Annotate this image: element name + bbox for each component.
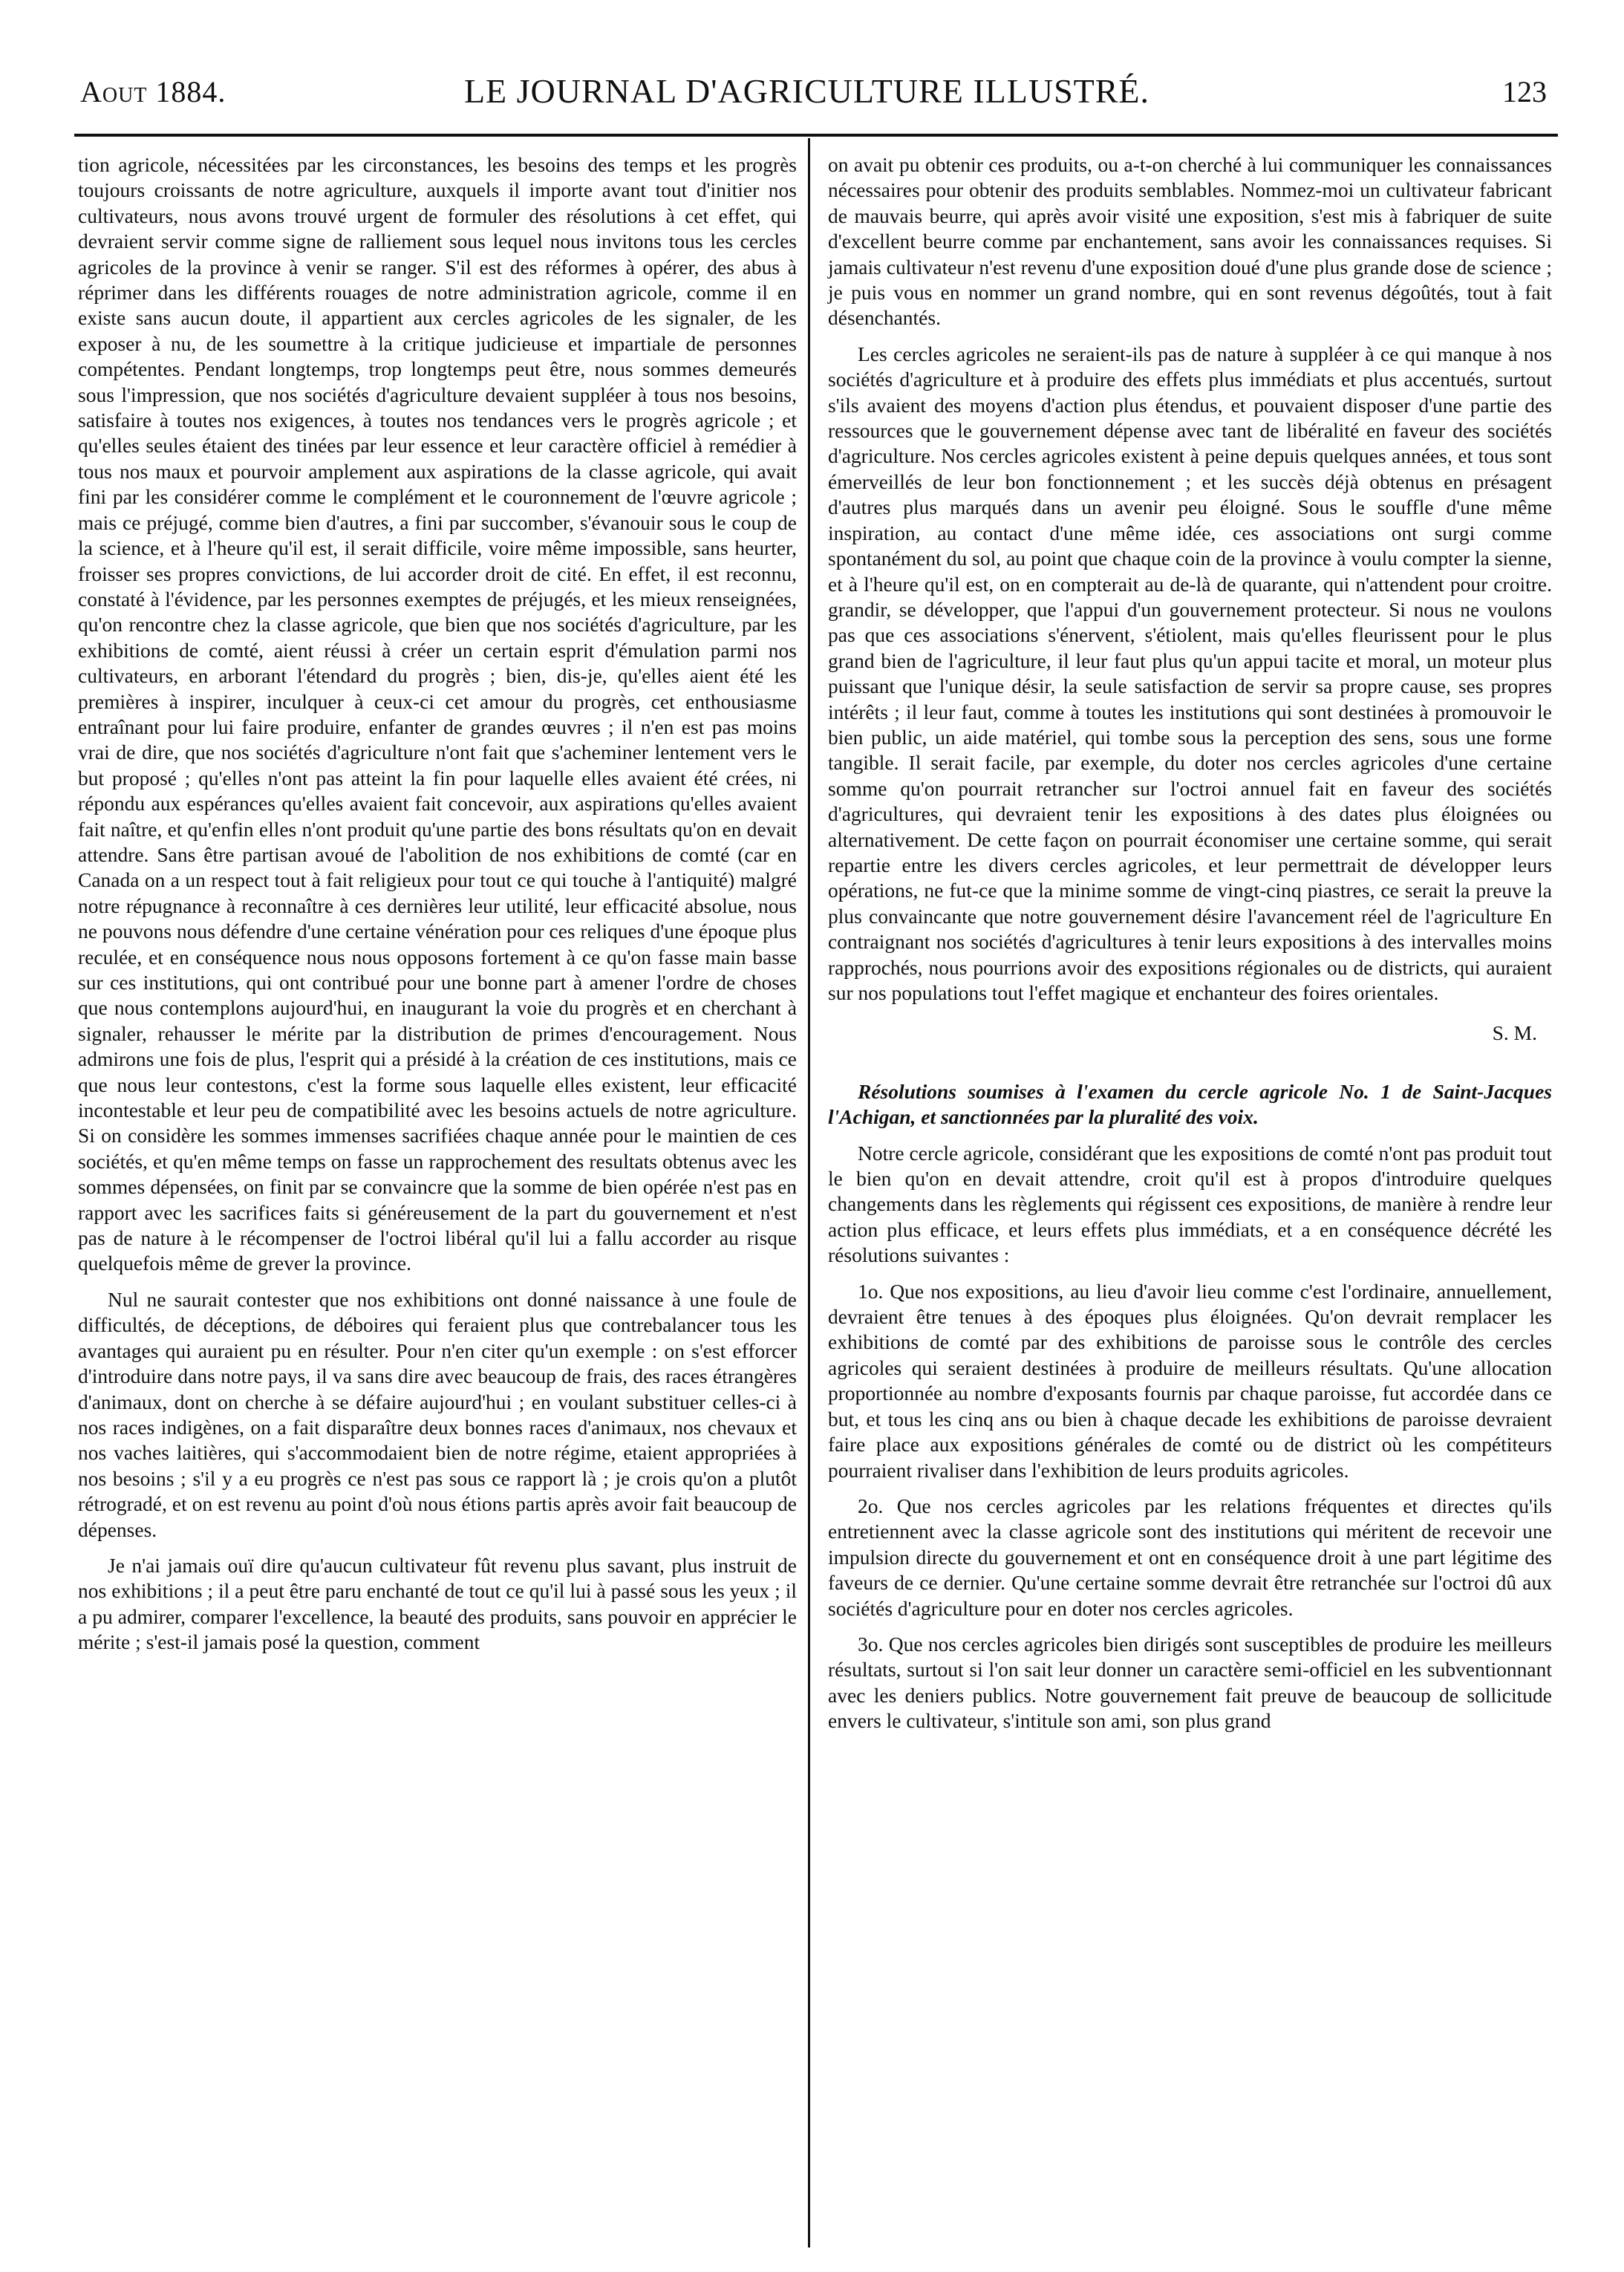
- article-paragraph: Je n'ai jamais ouï dire qu'aucun cultivateur fût revenu plus savant, plus instruit de nos exhibitions ; il a peut être paru enchanté de tout ce qu'il lui à passé sous les yeux ; il a pu admirer, comparer l'excellence, la beauté des produits, sans pouvoir en apprécier le mérite ; s'est-il jamais posé la question, comment: [78, 1553, 797, 1654]
- article-paragraph: tion agricole, nécessitées par les circonstances, les besoins des temps et les progrès toujours croissants de notre agriculture, auxquels il importe avant tout d'initier nos cultivateurs, nous avons trouvé urgent de formuler des résolutions à cet effet, qui devraient servir comme signe de ralliement sous lequel nous invitons tous les cercles agricoles de la province à venir se ranger. S'il est des réformes à opérer, des abus à réprimer dans les différents rouages de notre administration agricole, comme il en existe sans aucun doute, il appartient aux cercles agricoles de les signaler, de les exposer à nu, de les soumettre à la critique judicieuse et impartiale de personnes compétentes. Pendant longtemps, trop longtemps peut être, nous sommes demeurés sous l'impression, que nos sociétés d'agriculture devaient suppléer à tous nos besoins, satisfaire à toutes nos exigences, à toutes nos tendances vers le progrès agricole ; et qu'elles seules étaient des tinées par leur essence et leur caractère officiel à remédier à tous nos maux et pourvoir amplement aux aspirations de la classe agricole, qui avait fini par les considérer comme le complément et le couronnement de l'œuvre agricole ; mais ce préjugé, comme bien d'autres, a fini par succomber, s'évanouir sous le coup de la science, et à l'heure qu'il est, il serait difficile, voire même impossible, sans heurter, froisser ses propres convictions, de lui accorder droit de cité. En effet, il est reconnu, constaté à l'évidence, par les personnes exemptes de préjugés, et les mieux renseignées, qu'on rencontre chez la classe agricole, que bien que nos sociétés d'agriculture, par les exhibitions de comté, aient réussi à créer un certain esprit d'émulation parmi nos cultivateurs, en arborant l'étendard du progrès ; bien, dis-je, qu'elles aient été les premières à inspirer, inculquer à ceux-ci cet amour du progrès, cet enthousiasme entraînant pour lui faire produire, enfanter de grandes œuvres ; il n'en est pas moins vrai de dire, que nos sociétés d'agriculture n'ont fait que s'acheminer lentement vers le but proposé ; qu'elles n'ont pas atteint la fin pour laquelle elles avaient été crées, ni répondu aux espérances qu'elles avaient fait concevoir, aux aspirations qu'elles avaient fait naître, et qu'enfin elles n'ont produit qu'une partie des bons résultats qu'on en devait attendre. Sans être partisan avoué de l'abolition de nos exhibitions de comté (car en Canada on a un respect tout à fait religieux pour tout ce qui touche à l'antiquité) malgré notre répugnance à reconnaître à ces dernières leur utilité, leur efficacité absolue, nous ne pouvons nous défendre d'une certaine vénération pour ces reliques d'une époque plus reculée, et en conséquence nous nous opposons fortement à ce qu'on fasse main basse sur ces institutions, qui ont contribué pour une bonne part à amener l'ordre de choses que nous contemplons aujourd'hui, en inaugurant la voie du progrès et en cherchant à signaler, rehausser le mérite par la distribution de primes d'encouragement. Nous admirons une fois de plus, l'esprit qui a présidé à la création de ces institutions, mais ce que nous leur contestons, c'est la forme sous laquelle elles existent, leur efficacité incontestable et leur peu de compatibilité avec les besoins actuels de notre agriculture. Si on considère les sommes immenses sacrifiées chaque année pour le maintien de ces sociétés, et qu'en même temps on fasse un rapprochement des resultats obtenus avec les sommes dépensées, on finit par se convaincre que la somme de bien opérée n'est pas en rapport avec les sacrifices faits si généreusement de la part du gouvernement et n'est pas de nature à le récompenser de l'octroi libéral qu'il lui a fallu accorder au risque quelquefois même de grever la province.: [78, 153, 797, 1275]
- resolution-paragraph: 3o. Que nos cercles agricoles bien dirigés sont susceptibles de produire les meilleurs résultats, surtout si l'on sait leur donner un caractère semi-officiel en les subventionnant avec les deniers publics. Notre gouvernement fait preuve de beaucoup de sollicitude envers le cultivateur, s'intitule son ami, son plus grand: [828, 1632, 1552, 1733]
- right-column: [828, 152, 1552, 1745]
- page-number: 123: [1502, 75, 1547, 108]
- header-rule: [74, 134, 1558, 137]
- column-divider: [808, 138, 810, 2247]
- resolution-paragraph: 1o. Que nos expositions, au lieu d'avoir lieu comme c'est l'ordinaire, annuellement, devraient être tenues à des époques plus éloignées. Qu'on devrait remplacer les exhibitions de comté par des exhibitions de paroisse sous le contrôle des cercles agricoles qui seraient destinées à produire de meilleurs résultats. Qu'une allocation proportionnée au nombre d'exposants fournis par chaque paroisse, fut accordée dans ce but, et tous les cinq ans ou bien à chaque decade les exhibitions de paroisse devraient faire place aux expositions générales de comté ou de district où les compétiteurs pourraient rivaliser dans l'exhibition de leurs produits agricoles.: [828, 1279, 1552, 1482]
- issue-date: Aout 1884.: [80, 75, 226, 108]
- journal-title: LE JOURNAL D'AGRICULTURE ILLUSTRÉ.: [463, 72, 1150, 110]
- author-signature: S. M.: [1492, 1021, 1537, 1045]
- resolution-paragraph: 2o. Que nos cercles agricoles par les relations fréquentes et directes qu'ils entretiennent avec la classe agricole sont des institutions qui méritent de recevoir une impulsion directe du gouvernement et ont en conséquence droit à une part légitime des faveurs de ce dernier. Qu'une certaine somme devrait être retranchée sur l'octroi dû aux sociétés d'agriculture pour en doter nos cercles agricoles.: [828, 1494, 1552, 1620]
- article-paragraph: Nul ne saurait contester que nos exhibitions ont donné naissance à une foule de difficultés, de déceptions, de déboires qui feraient plus que contrebalancer tous les avantages qui auraient pu en résulter. Pour n'en citer qu'un exemple : on s'est efforcer d'introduire dans notre pays, il va sans dire avec beaucoup de frais, des races étrangères d'animaux, dont on cherche à se défaire aujourd'hui ; en voulant substituer celles-ci à nos races indigènes, on a fait disparaître deux bonnes races d'animaux, nos chevaux et nos vaches laitières, qui s'accommodaient bien de notre régime, etaient appropriées à nos besoins ; s'il y a eu progrès ce n'est pas sous ce rapport là ; je crois qu'on a plutôt rétrogradé, et on est revenu au point d'où nous étions partis après avoir fait beaucoup de dépenses.: [78, 1287, 797, 1541]
- resolution-title: Résolutions soumises à l'examen du cercle agricole No. 1 de Saint-Jacques l'Achigan, et sanctionnées par la pluralité des voix.: [828, 1079, 1552, 1129]
- resolution-paragraph: Notre cercle agricole, considérant que les expositions de comté n'ont pas produit tout le bien qu'on en devait attendre, croit qu'il est à propos d'introduire quelques changements dans les règlements qui régissent ces expositions, de manière à rendre leur action plus efficace, et leurs effets plus immédiats, et a en conséquence décrété les résolutions suivantes :: [828, 1141, 1552, 1267]
- page-header: [59, 68, 1554, 113]
- article-paragraph: on avait pu obtenir ces produits, ou a-t-on cherché à lui communiquer les connaissances nécessaires pour obtenir des produits semblables. Nommez-moi un cultivateur fabricant de mauvais beurre, qui après avoir visité une exposition, s'est mis à fabriquer de suite d'excellent beurre comme par enchantement, sans avoir les connaissances requises. Si jamais cultivateur n'est revenu d'une exposition doué d'une plus grande dose de science ; je puis vous en nommer un grand nombre, qui en sont revenus dégoûtés, tout à fait désenchantés.: [828, 153, 1552, 330]
- left-column: [78, 152, 797, 1666]
- article-paragraph: Les cercles agricoles ne seraient-ils pas de nature à suppléer à ce qui manque à nos sociétés d'agriculture et à produire des effets plus immédiats et plus accentués, surtout s'ils avaient des moyens d'action plus étendus, et pouvaient disposer d'une partie des ressources que le gouvernement dépense avec tant de libéralité en faveur des sociétés d'agriculture. Nos cercles agricoles existent à peine depuis quelques années, et tous sont émerveillés de leur bon fonctionnement ; et les succès déjà obtenus en présagent d'autres plus marqués dans un avenir peu éloigné. Sous le souffle d'une même inspiration, au contact d'une même idée, ces associations ont surgi comme spontanément du sol, au point que chaque coin de la province à voulu compter la sienne, et à l'heure qu'il est, on en compterait au de-là de quarante, qui n'attendent pour croitre. grandir, se développer, que l'appui d'un gouvernement protecteur. Si nous ne voulons pas que ces associations s'énervent, s'étiolent, mais qu'elles fleurissent pour le plus grand bien de l'agriculture, il leur faut plus qu'un appui tacite et moral, un moteur plus puissant que l'unique désir, la seule satisfaction de servir sa propre cause, ses propres intérêts ; il leur faut, comme à toutes les institutions qui sont destinées à promouvoir le bien public, un aide matériel, qui tombe sous la perception des sens, sous une forme tangible. Il serait facile, par exemple, du doter nos cercles agricoles d'une certaine somme qu'on pourrait retrancher sur l'octroi annuel fait en faveur des sociétés d'agricultures, qui devraient tenir les expositions à des dates plus éloignées ou alternativement. De cette façon on pourrait économiser une certaine somme, qui serait repartie entre les divers cercles agricoles, et leur permettrait de développer leurs opérations, ne fut-ce que la minime somme de vingt-cinq piastres, ce serait la preuve la plus convaincante que notre gouvernement désire l'avancement réel de l'agriculture En contraignant nos sociétés d'agricultures à tenir leurs expositions à des intervalles moins rapprochés, nous pourrions avoir des expositions régionales ou de districts, qui auraient sur nos populations tout l'effet magique et enchanteur des foires orientales.: [828, 342, 1552, 1004]
